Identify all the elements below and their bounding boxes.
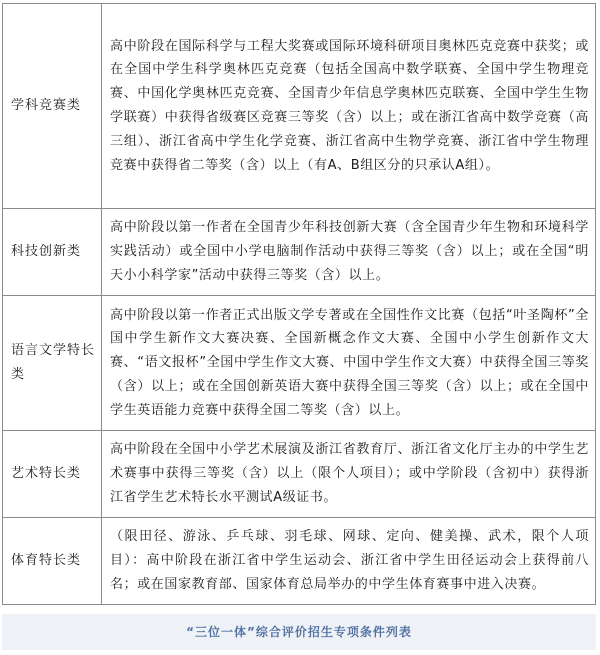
table-row [3, 209, 596, 296]
category-cell: 科技创新类 [3, 209, 102, 296]
criteria-table [2, 3, 596, 605]
category-cell: 语言文学特长类 [3, 296, 102, 431]
description-cell: 高中阶段以第一作者在全国青少年科技创新大赛（含全国青少年生物和环境科学实践活动）或全国中小学电脑制作活动中获得三等奖（含）以上；或在全国“明天小小科学家”活动中获得三等奖（含）以上。 [102, 209, 596, 296]
table-row [3, 431, 596, 518]
table-row [3, 4, 596, 209]
table-row [3, 518, 596, 605]
description-cell: 高中阶段在国际科学与工程大奖赛或国际环境科研项目奥林匹克竞赛中获奖；或在全国中学生科学奥林匹克竞赛（包括全国高中数学联赛、全国中学生物理竞赛、中国化学奥林匹克竞赛、全国青少年信息学奥林匹克联赛、全国中学生生物学联赛）中获得省级赛区竞赛三等奖（含）以上；或在浙江省高中数学竞赛（高三组）、浙江省高中学生化学竞赛、浙江省高中生物学竞赛、浙江省中学生物理竞赛中获得省二等奖（含）以上（有A、B组区分的只承认A组）。 [102, 4, 596, 209]
category-cell: 学科竞赛类 [3, 4, 102, 209]
description-cell: （限田径、游泳、乒乓球、羽毛球、网球、定向、健美操、武术，限个人项目）：高中阶段在浙江省中学生运动会、浙江省中学生田径运动会上获得前八名；或在国家教育部、国家体育总局举办的中学生体育赛事中进入决赛。 [102, 518, 596, 605]
category-cell: 艺术特长类 [3, 431, 102, 518]
table-caption: “三位一体”综合评价招生专项条件列表 [2, 614, 596, 650]
table-row [3, 296, 596, 431]
description-cell: 高中阶段以第一作者正式出版文学专著或在全国性作文比赛（包括“叶圣陶杯”全国中学生新作文大赛决赛、全国新概念作文大赛、全国中小学生创新作文大赛、“语文报杯”全国中学生作文大赛、中国中学生作文大赛）中获得全国三等奖（含）以上；或在全国创新英语大赛中获得全国三等奖（含）以上；或在全国中学生英语能力竞赛中获得全国二等奖（含）以上。 [102, 296, 596, 431]
category-cell: 体育特长类 [3, 518, 102, 605]
description-cell: 高中阶段在全国中小学艺术展演及浙江省教育厅、浙江省文化厅主办的中学生艺术赛事中获得三等奖（含）以上（限个人项目）；或中学阶段（含初中）获得浙江省学生艺术特长水平测试A级证书。 [102, 431, 596, 518]
